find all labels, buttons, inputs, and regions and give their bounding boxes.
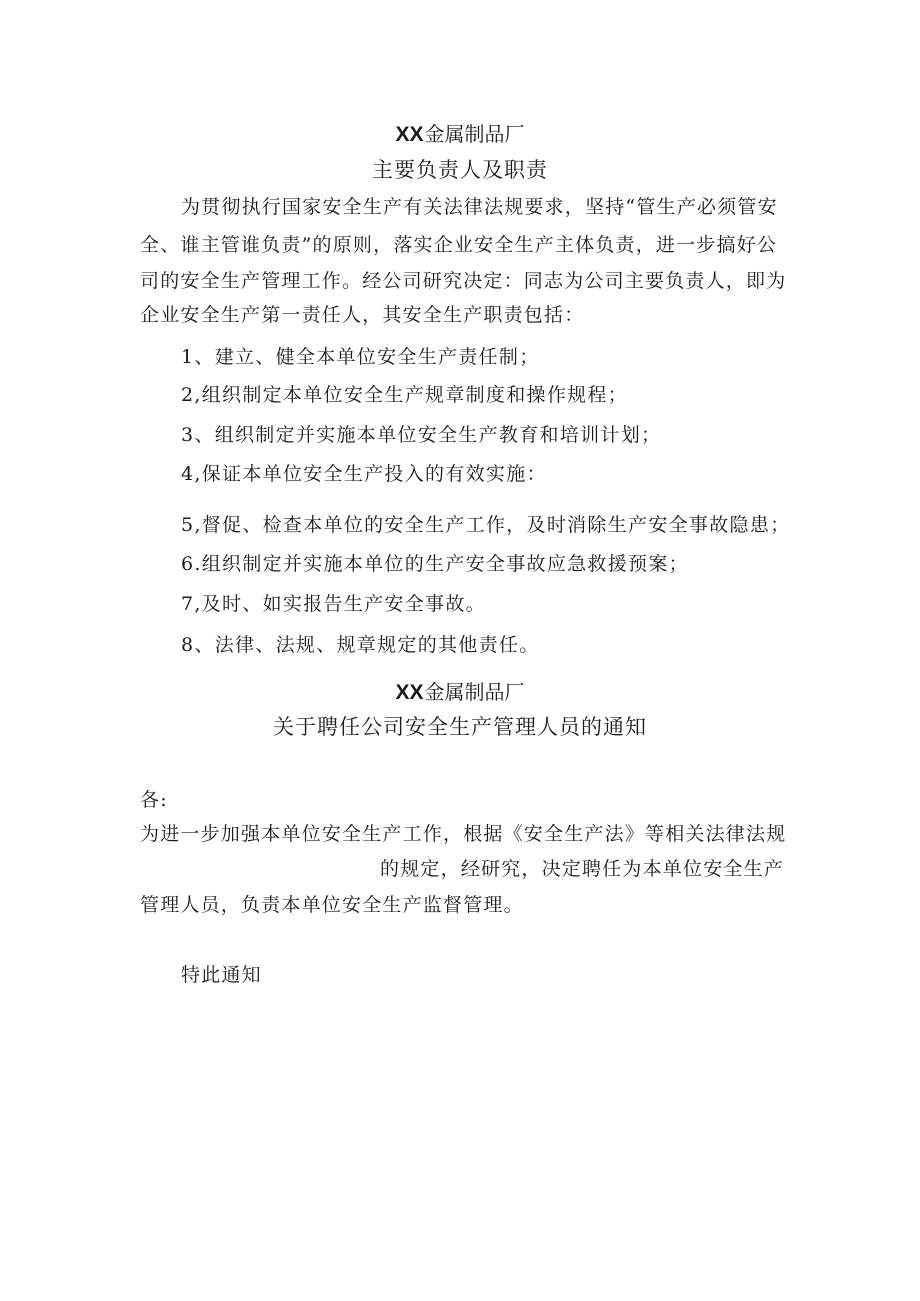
company-name: 金属制品厂 (424, 122, 525, 146)
company-name: 金属制品厂 (424, 680, 525, 704)
closing-text: 特此通知 (181, 964, 262, 986)
document-title-1: 主要负责人及职责 (372, 158, 548, 182)
company-prefix: XX (395, 123, 424, 146)
salutation: 各: (140, 789, 168, 811)
duty-item-5: 5,督促、检查本单位的安全生产工作，及时消除生产安全事故隐患； (181, 514, 791, 536)
company-title-2 (0, 680, 920, 705)
company-title-1 (0, 122, 920, 147)
company-prefix: XX (395, 681, 424, 704)
intro-line-1: 为贯彻执行国家安全生产有关法律法规要求，坚持“管生产必须管安 (181, 196, 778, 218)
duty-item-4: 4,保证本单位安全生产投入的有效实施： (181, 463, 547, 485)
duty-item-2: 2,组织制定本单位安全生产规章制度和操作规程； (181, 384, 629, 406)
notice-body-line-3: 管理人员，负责本单位安全生产监督管理。 (140, 894, 524, 916)
duty-item-6: 6.组织制定并实施本单位的生产安全事故应急救援预案； (181, 553, 689, 575)
document-title-2: 关于聘任公司安全生产管理人员的通知 (273, 715, 647, 739)
intro-line-4: 企业安全生产第一责任人，其安全生产职责包括： (140, 304, 585, 326)
duty-item-8: 8、法律、法规、规章规定的其他责任。 (181, 634, 540, 656)
intro-line-2: 全、谁主管谁负责”的原则，落实企业安全生产主体负责，进一步搞好公 (140, 234, 778, 256)
duty-item-1: 1、建立、健全本单位安全生产责任制； (181, 346, 540, 368)
notice-body-line-1: 为进一步加强本单位安全生产工作，根据《安全生产法》等相关法律法规 (140, 823, 787, 845)
notice-body-line-2: 的规定，经研究，决定聘任为本单位安全生产 (380, 858, 785, 880)
duty-item-3: 3、组织制定并实施本单位安全生产教育和培训计划； (181, 424, 662, 446)
duty-item-7: 7,及时、如实报告生产安全事故。 (181, 593, 486, 615)
intro-line-3: 司的安全生产管理工作。经公司研究决定：同志为公司主要负责人，即为 (140, 270, 787, 292)
